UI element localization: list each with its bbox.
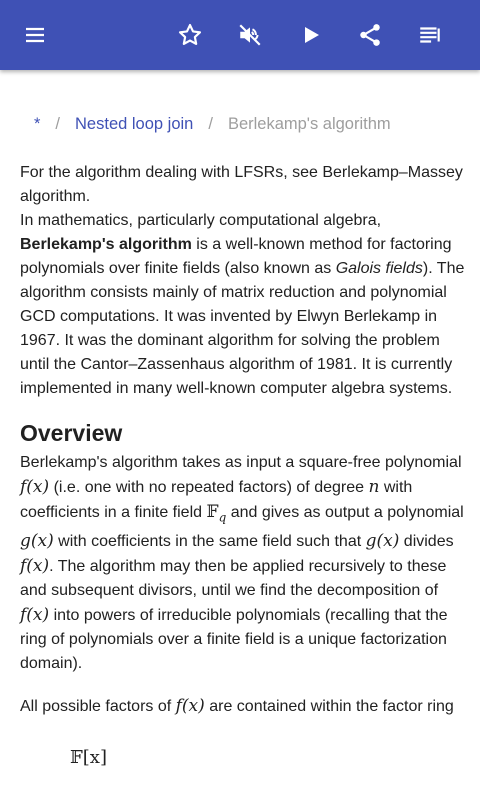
contents-button[interactable] [406, 11, 454, 59]
math-fq [206, 502, 227, 525]
play-button[interactable] [287, 11, 335, 59]
overview-text: with coefficients in the same field such that [53, 533, 366, 551]
math-fq-symbol: 𝔽 [206, 502, 219, 522]
math-fq-subscript: q [218, 510, 227, 525]
math-fx: f(x) [175, 696, 205, 717]
overview-text: into powers of irreducible polynomials (recalling that the ring of polynomials over a finite field is a unique factorization domain). [20, 607, 448, 673]
math-fx: f(x) [20, 605, 50, 626]
share-button[interactable] [346, 11, 394, 59]
math-n: n [368, 477, 380, 497]
volume-off-icon [237, 22, 263, 48]
intro-text: is a well-known method for factoring polynomials over finite fields (also known as [20, 236, 452, 277]
menu-icon [23, 23, 47, 47]
math-fx: f(x) [20, 556, 50, 577]
hatnote [20, 161, 465, 209]
overview-text: All possible factors of [20, 698, 176, 716]
breadcrumb-separator: / [55, 115, 61, 133]
overview-text: . The algorithm may then be applied recursively to these and subsequent divisors, until we find the decomposition of [20, 558, 447, 600]
overview-text: (i.e. one with no repeated factors) of degree [49, 479, 369, 496]
math-fx: f(x) [20, 477, 50, 497]
overview-text: with coefficients in a finite field [20, 479, 413, 521]
factor-ring-formula: 𝔽[x] [70, 747, 107, 769]
overview-text: are contained within the factor ring [204, 698, 454, 716]
play-icon [299, 23, 323, 47]
intro-paragraph [20, 209, 465, 401]
breadcrumb-current: Berlekamp's algorithm [227, 115, 391, 133]
app-toolbar [0, 0, 480, 70]
breadcrumb-home-link[interactable]: * [34, 115, 41, 133]
overview-text: and gives as output a polynomial [226, 504, 464, 521]
intro-text: In mathematics, particularly computational algebra, [20, 212, 382, 229]
list-icon [417, 22, 443, 48]
star-icon [177, 22, 203, 48]
overview-text: divides [399, 533, 454, 551]
term-bold: Berlekamp's algorithm [20, 236, 192, 253]
breadcrumb-parent-link[interactable]: Nested loop join [75, 115, 194, 133]
math-gx: g(x) [20, 531, 54, 552]
menu-button[interactable] [11, 11, 59, 59]
overview-text: Berlekamp's algorithm takes as input a square-free polynomial [20, 454, 462, 471]
intro-text: ). The algorithm consists mainly of matrix reduction and polynomial GCD computations. It was invented by Elwyn Berlekamp in 1967. It was the dominant algorithm for solving the problem until the Cantor–Zassenhaus algorithm of 1981. It is currently implemented in many well-known computer algebra systems. [20, 260, 465, 397]
share-icon [357, 22, 383, 48]
breadcrumb [34, 114, 465, 134]
mute-button[interactable] [226, 11, 274, 59]
hatnote-text: For the algorithm dealing with LFSRs, see Berlekamp–Massey algorithm. [20, 164, 463, 205]
factor-ring-paragraph [20, 694, 465, 719]
section-heading-overview: Overview [20, 420, 123, 446]
bookmark-button[interactable] [166, 11, 214, 59]
overview-paragraph [20, 451, 465, 676]
term-italic: Galois fields [335, 260, 423, 277]
article-content [20, 88, 465, 768]
math-gx: g(x) [365, 531, 400, 552]
breadcrumb-separator: / [208, 115, 213, 133]
